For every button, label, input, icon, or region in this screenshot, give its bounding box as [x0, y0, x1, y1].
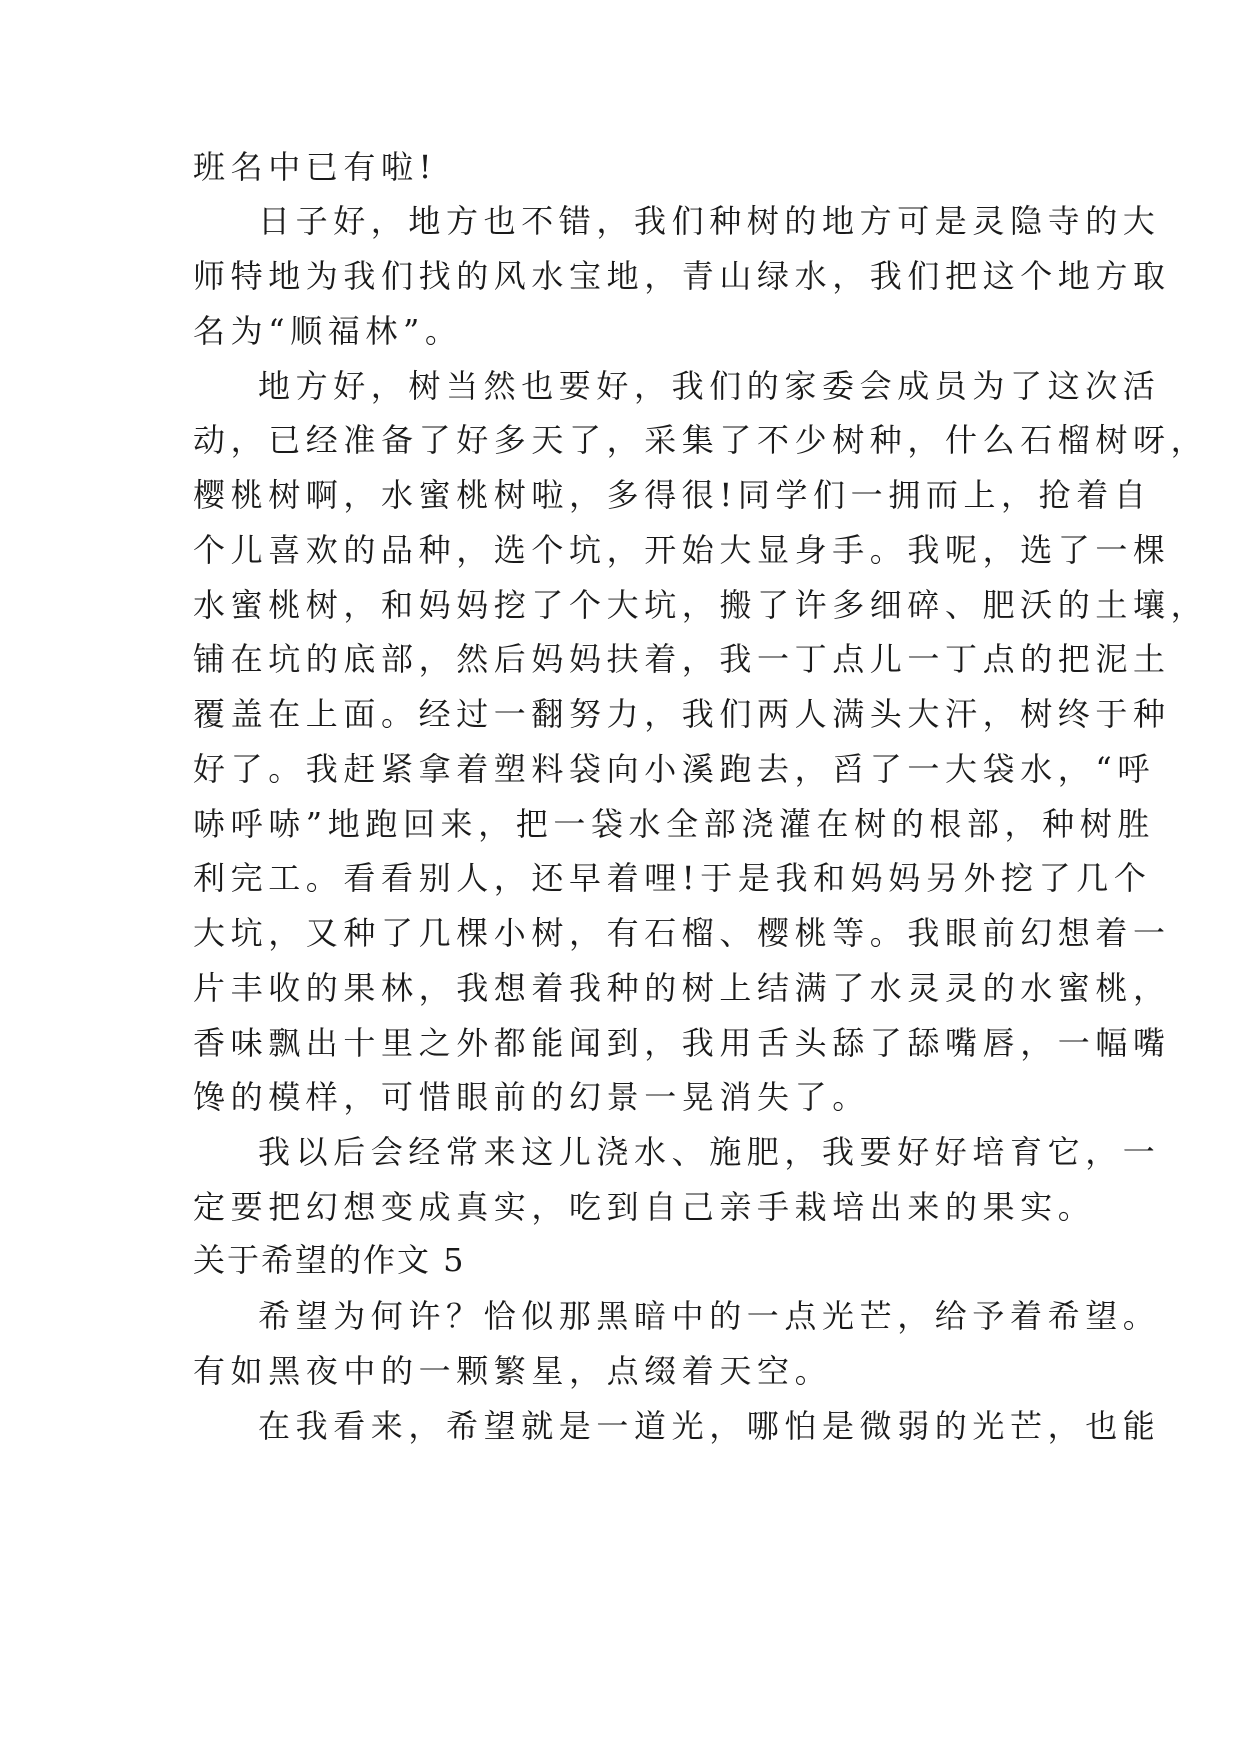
text-line: 片丰收的果林，我想着我种的树上结满了水灵灵的水蜜桃， [193, 969, 1171, 1007]
text-line: 好了。我赶紧拿着塑料袋向小溪跑去，舀了一大袋水，“呼 [193, 750, 1155, 788]
section-heading: 关于希望的作文 5 [193, 1241, 466, 1279]
text-line: 馋的模样，可惜眼前的幻景一晃消失了。 [193, 1078, 870, 1116]
paragraph-first-line: 地方好，树当然也要好，我们的家委会成员为了这次活 [258, 367, 1161, 405]
text-line: 师特地为我们找的风水宝地，青山绿水，我们把这个地方取 [193, 257, 1171, 295]
text-line: 大坑，又种了几棵小树，有石榴、樱桃等。我眼前幻想着一 [193, 914, 1171, 952]
paragraph-first-line: 在我看来，希望就是一道光，哪怕是微弱的光芒，也能 [258, 1407, 1161, 1445]
text-line: 水蜜桃树，和妈妈挖了个大坑，搬了许多细碎、肥沃的土壤， [193, 586, 1209, 624]
paragraph-first-line: 希望为何许？恰似那黑暗中的一点光芒，给予着希望。 [258, 1297, 1161, 1335]
text-line: 利完工。看看别人，还早着哩!于是我和妈妈另外挖了几个 [193, 859, 1152, 897]
text-line: 名为“顺福林”。 [193, 312, 463, 350]
text-line: 覆盖在上面。经过一翻努力，我们两人满头大汗，树终于种 [193, 695, 1171, 733]
text-line: 动，已经准备了好多天了，采集了不少树种，什么石榴树呀， [193, 421, 1209, 459]
text-line: 班名中已有啦! [193, 148, 438, 186]
text-line: 樱桃树啊，水蜜桃树啦，多得很!同学们一拥而上，抢着自 [193, 476, 1152, 514]
text-line: 定要把幻想变成真实，吃到自己亲手栽培出来的果实。 [193, 1188, 1096, 1226]
text-line: 有如黑夜中的一颗繁星，点缀着天空。 [193, 1352, 833, 1390]
text-line: 个儿喜欢的品种，选个坑，开始大显身手。我呢，选了一棵 [193, 531, 1171, 569]
text-line: 铺在坑的底部，然后妈妈扶着，我一丁点儿一丁点的把泥土 [193, 640, 1171, 678]
text-line: 香味飘出十里之外都能闻到，我用舌头舔了舔嘴唇，一幅嘴 [193, 1024, 1171, 1062]
text-line: 哧呼哧”地跑回来，把一袋水全部浇灌在树的根部，种树胜 [193, 805, 1155, 843]
paragraph-first-line: 日子好，地方也不错，我们种树的地方可是灵隐寺的大 [258, 202, 1161, 240]
paragraph-first-line: 我以后会经常来这儿浇水、施肥，我要好好培育它，一 [258, 1133, 1161, 1171]
